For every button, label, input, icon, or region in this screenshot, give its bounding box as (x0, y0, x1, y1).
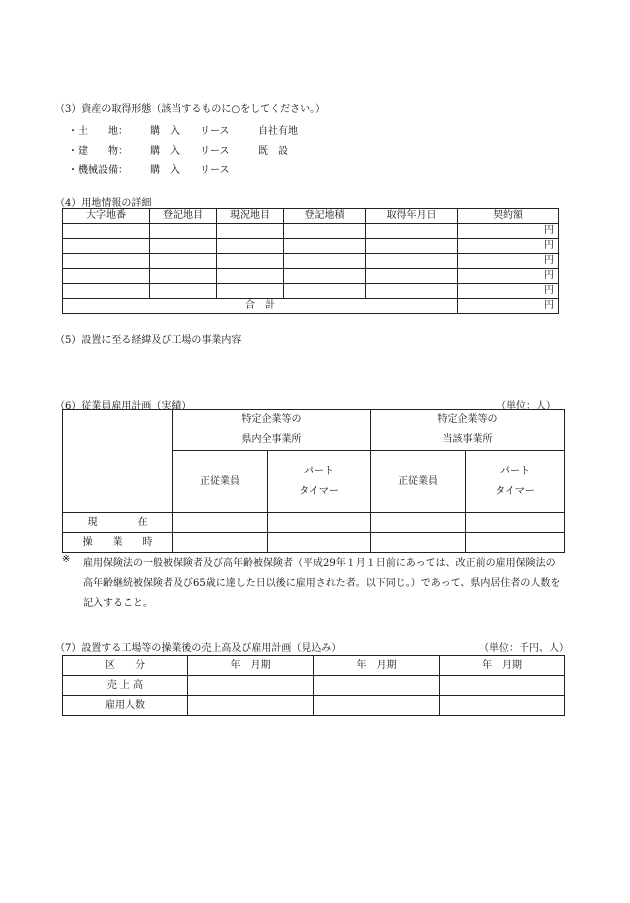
corner-cell (63, 410, 173, 513)
cell-input[interactable] (63, 239, 150, 254)
table-row (63, 254, 559, 269)
cell-input[interactable] (268, 513, 371, 533)
cell-input[interactable] (173, 513, 268, 533)
cell-input[interactable] (440, 696, 565, 716)
col-header-regular-1: 正従業員 (173, 451, 268, 513)
col-header-contract-amount: 契約額 (458, 209, 559, 224)
section4-heading: （4）用地情報の詳細 (55, 198, 152, 209)
land-info-table (62, 208, 559, 314)
note-mark: ※ (62, 554, 71, 565)
land-option-lease[interactable]: リース (200, 126, 230, 137)
cell-input[interactable] (366, 284, 458, 299)
cell-input[interactable] (268, 533, 371, 553)
cell-input[interactable] (63, 269, 150, 284)
cell-input[interactable] (314, 676, 440, 696)
table-row (63, 533, 565, 553)
cell-input[interactable] (284, 284, 366, 299)
cell-input[interactable] (284, 224, 366, 239)
table-row (63, 696, 565, 716)
table-row (63, 513, 565, 533)
section7-heading: （7）設置する工場等の操業後の売上高及び雇用計画（見込み） (55, 643, 342, 654)
col-header-part-1 (268, 451, 371, 513)
col-header-current-category: 現況地目 (217, 209, 284, 224)
group-all-offices-line2: 県内全事業所 (241, 434, 302, 445)
group-all-offices-line1: 特定企業等の (241, 414, 302, 425)
col-header-period-1: 年 月期 (188, 656, 314, 676)
cell-input[interactable] (217, 224, 284, 239)
part-line2: タイマー (299, 485, 339, 497)
col-header-registered-category: 登記地目 (150, 209, 217, 224)
col-header-part-2 (466, 451, 565, 513)
building-option-purchase[interactable]: 購 入 (150, 146, 180, 157)
total-label: 合 計 (63, 299, 458, 314)
cell-input[interactable] (284, 269, 366, 284)
total-row (63, 299, 559, 314)
employment-table (62, 409, 565, 553)
cell-input[interactable] (466, 513, 565, 533)
section6-heading: （6）従業員雇用計画（実績） (55, 401, 192, 412)
col-header-registered-area: 登記地積 (284, 209, 366, 224)
sales-plan-table (62, 655, 565, 716)
section5-heading: （5）設置に至る経緯及び工場の事業内容 (55, 335, 242, 346)
section3-heading: （3）資産の取得形態（該当するものに○をしてください。） (55, 104, 326, 115)
group-this-office-line2: 当該事業所 (442, 434, 493, 445)
building-option-lease[interactable]: リース (200, 146, 230, 157)
cell-input[interactable] (366, 269, 458, 284)
cell-input[interactable] (466, 533, 565, 553)
col-header-regular-2: 正従業員 (371, 451, 466, 513)
cell-input[interactable] (366, 254, 458, 269)
cell-input[interactable] (150, 224, 217, 239)
col-header-acquisition-date: 取得年月日 (366, 209, 458, 224)
group-all-offices-header (173, 410, 371, 451)
amount-cell[interactable]: 円 (458, 269, 559, 284)
cell-input[interactable] (188, 676, 314, 696)
section7-unit: （単位：千円、人） (479, 643, 569, 654)
cell-input[interactable] (440, 676, 565, 696)
building-option-existing[interactable]: 既 設 (258, 146, 288, 157)
cell-input[interactable] (150, 284, 217, 299)
cell-input[interactable] (217, 254, 284, 269)
col-header-period-3: 年 月期 (440, 656, 565, 676)
equipment-option-lease[interactable]: リース (200, 165, 230, 176)
cell-input[interactable] (150, 254, 217, 269)
cell-input[interactable] (188, 696, 314, 716)
cell-input[interactable] (173, 533, 268, 553)
equipment-label: ・機械設備： (68, 165, 128, 176)
employment-note: 雇用保険法の一般被保険者及び高年齢被保険者（平成29年１月１日前にあっては、改正前の雇用保険法の高年齢継続被保険者及び65歳に達した日以後に雇用された者。以下同じ。）であって、県内居住者の人数を記入すること。 (83, 558, 561, 609)
cell-input[interactable] (371, 533, 466, 553)
part-line2: タイマー (495, 485, 535, 497)
row-label-operation: 操 業 時 (63, 533, 173, 553)
cell-input[interactable] (150, 269, 217, 284)
row-label-current: 現 在 (63, 513, 173, 533)
amount-cell[interactable]: 円 (458, 239, 559, 254)
col-header-lot: 大字地番 (63, 209, 150, 224)
amount-cell[interactable]: 円 (458, 254, 559, 269)
part-line1: パート (304, 465, 334, 477)
cell-input[interactable] (284, 254, 366, 269)
cell-input[interactable] (63, 254, 150, 269)
row-label-employees: 雇用人数 (63, 696, 188, 716)
cell-input[interactable] (63, 284, 150, 299)
group-this-office-header (371, 410, 565, 451)
cell-input[interactable] (366, 239, 458, 254)
table-row (63, 239, 559, 254)
cell-input[interactable] (63, 224, 150, 239)
row-label-sales: 売 上 高 (63, 676, 188, 696)
col-header-period-2: 年 月期 (314, 656, 440, 676)
table-row (63, 676, 565, 696)
cell-input[interactable] (217, 239, 284, 254)
col-header-category: 区 分 (63, 656, 188, 676)
section6-unit: （単位：人） (496, 401, 556, 412)
land-option-owned[interactable]: 自社有地 (258, 126, 298, 137)
cell-input[interactable] (217, 269, 284, 284)
building-label: ・建 物： (68, 146, 128, 157)
group-this-office-line1: 特定企業等の (437, 414, 498, 425)
land-option-purchase[interactable]: 購 入 (150, 126, 180, 137)
amount-cell[interactable]: 円 (458, 224, 559, 239)
equipment-option-purchase[interactable]: 購 入 (150, 165, 180, 176)
cell-input[interactable] (314, 696, 440, 716)
cell-input[interactable] (366, 224, 458, 239)
cell-input[interactable] (371, 513, 466, 533)
cell-input[interactable] (217, 284, 284, 299)
table-row (63, 269, 559, 284)
table-row (63, 284, 559, 299)
amount-cell[interactable]: 円 (458, 284, 559, 299)
land-label: ・土 地： (68, 126, 128, 137)
table-row (63, 224, 559, 239)
cell-input[interactable] (150, 239, 217, 254)
cell-input[interactable] (284, 239, 366, 254)
total-amount-cell[interactable]: 円 (458, 299, 559, 314)
part-line1: パート (500, 465, 530, 477)
